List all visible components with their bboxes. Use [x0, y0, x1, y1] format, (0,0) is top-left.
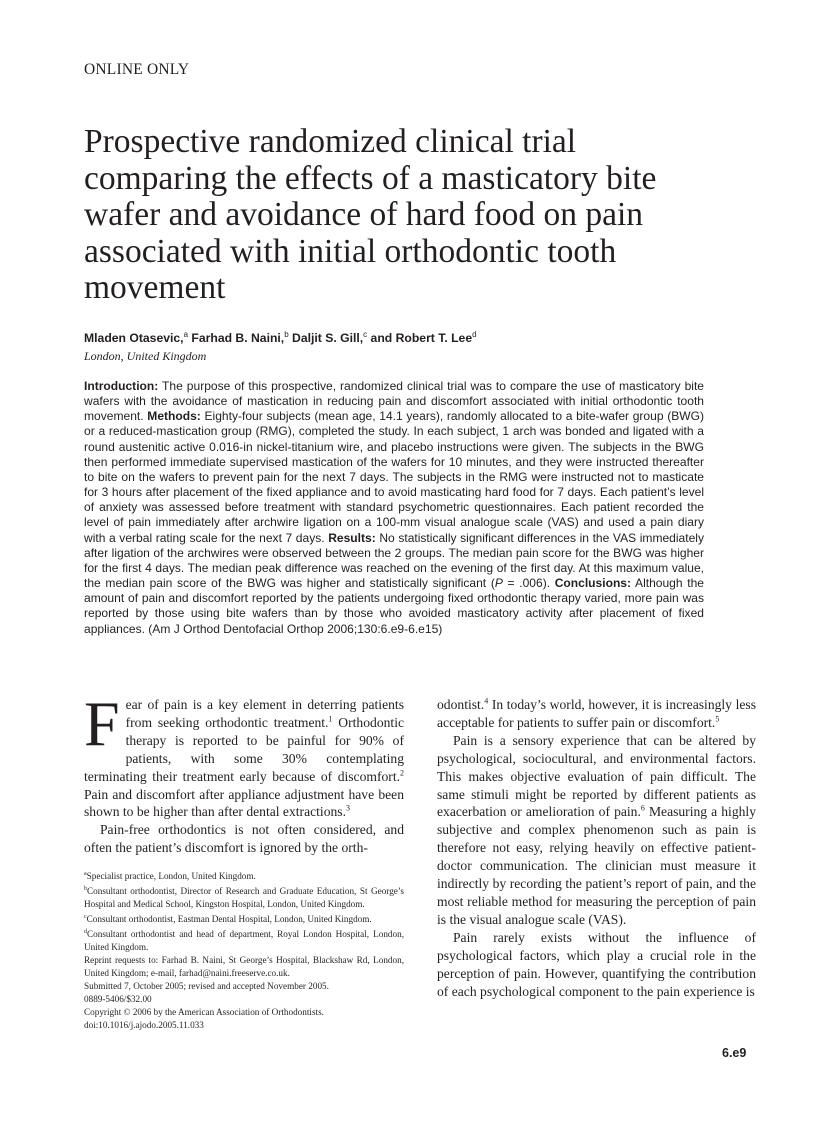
- author-name: and Robert T. Lee: [367, 331, 473, 346]
- abstract-results-label: Results:: [328, 530, 376, 545]
- affiliation-mark: c: [363, 330, 368, 339]
- footnotes: [84, 868, 404, 1032]
- footnote: [84, 868, 404, 883]
- section-label: ONLINE ONLY: [84, 61, 190, 78]
- footnote-text: Consultant orthodontist, Eastman Dental Hospital, London, United Kingdom.: [86, 914, 372, 925]
- page-number: 6.e9: [722, 1046, 747, 1060]
- author-list: [84, 330, 477, 345]
- footnote-text: Specialist practice, London, United Kingdom.: [86, 871, 256, 882]
- reference-mark: 5: [715, 714, 720, 724]
- text-run: In today’s world, however, it is increasingly less acceptable for patients to suffer pain or discomfort.: [437, 697, 756, 730]
- abstract-methods: Eighty-four subjects (mean age, 14.1 years), randomly allocated to a bite-wafer group (BWG) or a reduced-mastication group (RMG), completed the study. In each subject, 1 arch was bonded and ligated with a round austenitic active 0.016-in nickel-titanium wire, and placebo instructions were given. The subjects in the BWG then performed immediate supervised mastication of the wafers for 10 minutes, and they were instructed thereafter to bite on the wafers to prevent pain for the next 7 days. The subjects in the RMG were instructed not to masticate for 3 hours after placement of the fixed appliance and to avoid masticating hard food for 7 days. Each patient’s level of anxiety was assessed before treatment with standard psychometric questionnaires. Each patient recorded the level of pain immediately after archwire ligation on a 100-mm visual analogue scale (VAS) and used a pain diary with a verbal rating scale for the next 7 days.: [84, 409, 705, 545]
- affiliation-mark: b: [284, 330, 289, 339]
- abstract-introduction: The purpose of this prospective, randomized clinical trial was to compare the use of masticatory bite wafers with the avoidance of mastication in reducing pain and discomfort associated with initial orthodontic tooth movement.: [84, 379, 704, 424]
- body-paragraph: Pain rarely exists without the influence of psychological factors, which play a crucial role in the perception of pain. However, quantifying the contribution of each psychological component to the pain experience is: [437, 929, 756, 999]
- abstract-conclusions-label: Conclusions:: [554, 576, 632, 591]
- author-name: Farhad B. Naini,: [188, 331, 285, 346]
- issn-price: 0889-5406/$32.00: [84, 994, 152, 1005]
- body-paragraph: Pain-free orthodontics is not often considered, and often the patient’s discomfort is ignored by the orth-: [84, 822, 404, 856]
- reference-mark: 6: [640, 803, 645, 813]
- author-location: London, United Kingdom: [84, 349, 207, 363]
- body-paragraph: [437, 696, 756, 732]
- reference-mark: 1: [328, 714, 333, 724]
- footnote-text: Consultant orthodontist, Director of Research and Graduate Education, St George’s Hospital and Medical School, Kingston Hospital, London, United Kingdom.: [84, 886, 404, 910]
- doi: doi:10.1016/j.ajodo.2005.11.033: [84, 1020, 204, 1031]
- affiliation-mark: a: [183, 330, 189, 339]
- text-run: Orthodontic therapy is reported to be painful for 90% of patients, with some 30% contemplating terminating their treatment early because of discomfort.: [84, 714, 405, 784]
- text-run: Measuring a highly subjective and complex phenomenon such as pain is therefore not easy, relying heavily on effective patient-doctor communication. The clinician must measure it indirectly by recording the patient’s report of pain, and the most reliable method for measuring the perception of pain is the visual analogue scale (VAS).: [437, 804, 756, 927]
- submission-dates: Submitted 7, October 2005; revised and accepted November 2005.: [84, 981, 329, 992]
- drop-cap: F: [84, 688, 120, 759]
- abstract-results: No statistically significant differences in the VAS immediately after ligation of the archwires were observed between the 2 groups. The median pain score for the BWG was higher for the first 4 days. The median peak difference was reached on the evening of the first day. At this maximum value, the median pain score of the BWG was higher and statistically significant (: [84, 530, 705, 591]
- affiliation-mark: d: [472, 330, 477, 339]
- footnote-text: Consultant orthodontist and head of department, Royal London Hospital, London, United Kingdom.: [84, 929, 404, 953]
- body-column-left: [84, 688, 405, 857]
- abstract-methods-label: Methods:: [147, 409, 201, 424]
- reference-mark: 2: [400, 768, 404, 778]
- reference-mark: 3: [345, 803, 350, 813]
- author-name: Daljit S. Gill,: [288, 331, 364, 346]
- abstract-introduction-label: Introduction:: [84, 379, 159, 393]
- abstract-conclusions: Although the amount of pain and discomfort reported by the patients undergoing fixed orthodontic therapy varied, more pain was reported by those using bite wafers than by those who avoided masticatory activity after placement of fixed appliances.: [84, 576, 704, 636]
- article-title: Prospective randomized clinical trial comparing the effects of a masticatory bite wafer and avoidance of hard food on pain associated with initial orthodontic tooth movement: [84, 123, 657, 306]
- author-name: Mladen Otasevic,: [84, 331, 184, 346]
- p-symbol: P: [494, 576, 503, 591]
- footnote-mark: d: [84, 929, 87, 936]
- footnote-mark: c: [84, 914, 87, 921]
- footnote-mark: b: [84, 886, 87, 893]
- body-paragraph: [84, 688, 405, 821]
- p-value: = .006).: [502, 576, 555, 591]
- footnote-mark: a: [84, 871, 87, 877]
- reprint-requests: Reprint requests to: Farhad B. Naini, St George’s Hospital, Blackshaw Rd, London, United Kingdom; e-mail, farhad@naini.freeserve.co.uk.: [84, 955, 404, 979]
- text-run: odontist.: [437, 697, 485, 712]
- body-column-right: [437, 696, 756, 1000]
- text-run: Pain and discomfort after appliance adjustment have been shown to be higher than after dental extractions.: [84, 786, 404, 820]
- footnote: [84, 911, 404, 926]
- footnote: [84, 883, 404, 911]
- text-run: Pain is a sensory experience that can be altered by psychological, sociocultural, and environmental factors. This makes objective evaluation of pain difficult. The same stimuli might be reported by different patients as exacerbation or amelioration of pain.: [437, 732, 756, 820]
- reference-mark: 4: [484, 696, 489, 706]
- footnote: [84, 926, 404, 954]
- body-paragraph: [437, 732, 756, 929]
- abstract: [84, 379, 704, 637]
- text-run: ear of pain is a key element in deterring patients from seeking orthodontic treatment.: [125, 697, 404, 730]
- journal-citation: (Am J Orthod Dentofacial Orthop 2006;130:6.e9-6.e15): [144, 621, 443, 636]
- copyright: Copyright © 2006 by the American Association of Orthodontists.: [84, 1007, 324, 1018]
